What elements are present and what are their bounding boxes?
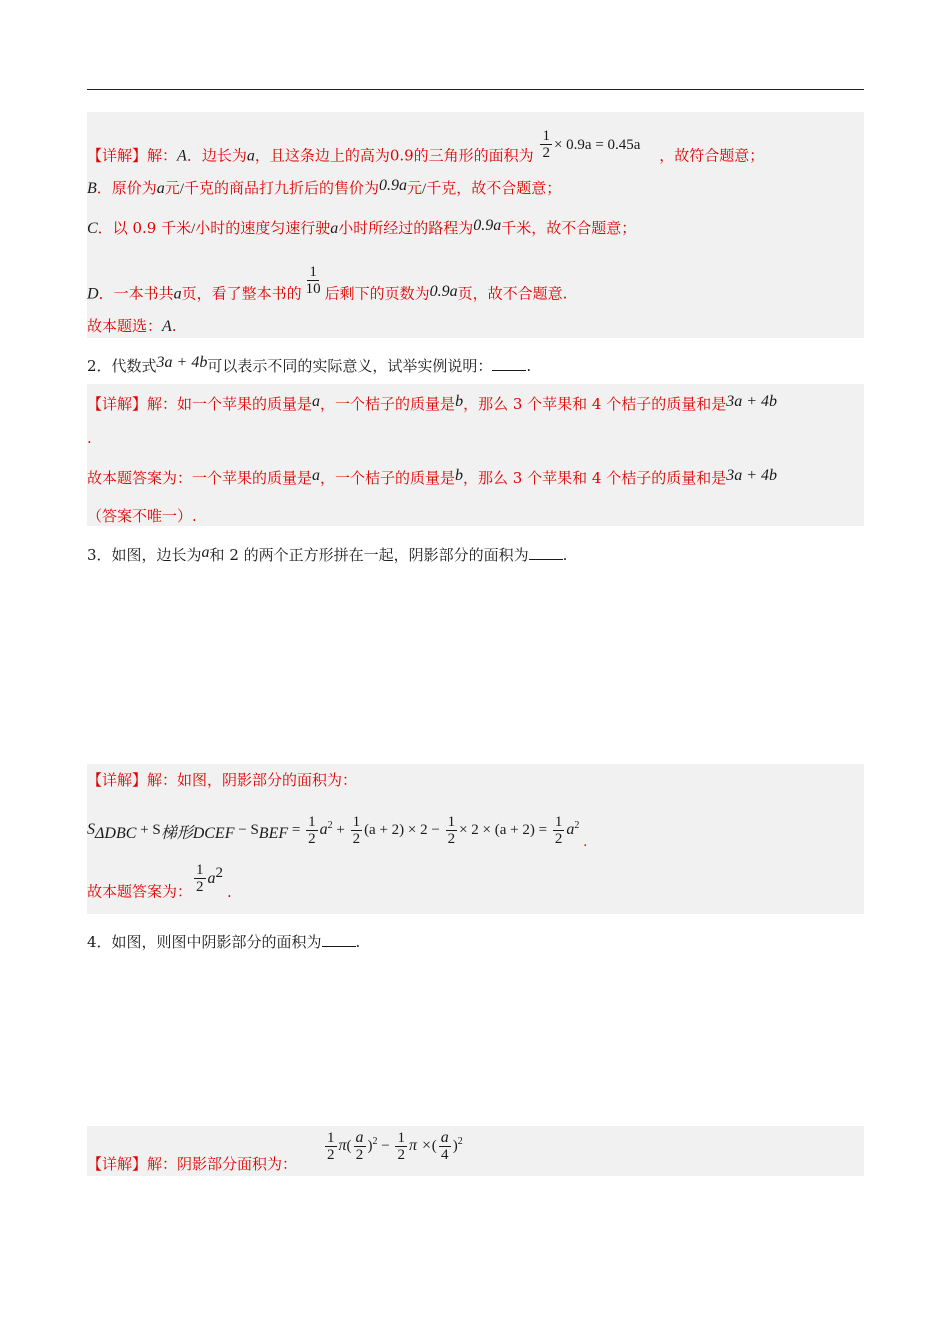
expression: × 0.9a = 0.45a — [553, 136, 641, 153]
numerator: a — [355, 1129, 364, 1146]
q1-solution-box — [87, 112, 864, 338]
symbol: − — [381, 1137, 390, 1154]
q3-stem — [87, 545, 567, 566]
option-letter: D — [87, 285, 99, 303]
text: ，那么 3 个苹果和 4 个桔子的质量和是 — [463, 395, 727, 413]
var: a — [207, 869, 216, 887]
symbol: − S — [238, 821, 259, 838]
text: 和 2 的两个正方形拼在一起，阴影部分的面积为 — [209, 546, 529, 564]
var: a — [246, 147, 255, 165]
expression: × 2 × (a + 2) = — [459, 821, 548, 838]
option-letter: B — [87, 180, 97, 197]
exponent: 2 — [372, 1135, 378, 1147]
denominator: 2 — [397, 1147, 405, 1163]
text: ．边长为 — [186, 146, 247, 165]
text: ，一个桔子的质量是 — [320, 395, 456, 413]
jie-label: 解： — [147, 146, 178, 165]
text: 千克，故不合题意； — [426, 179, 562, 197]
text: ，一个桔子的质量是 — [320, 469, 456, 487]
expression: 0.9a — [429, 282, 458, 300]
option-letter: A — [177, 147, 187, 165]
solution-tag: 【详解】 — [87, 146, 148, 165]
subscript: ΔDBC — [95, 824, 137, 842]
solution-tag: 【详解】 — [87, 771, 148, 789]
q1-line-d — [87, 264, 568, 311]
text: ，那么 3 个苹果和 4 个桔子的质量和是 — [463, 469, 727, 487]
expression: 0.9a — [379, 177, 407, 194]
header-rule — [87, 89, 864, 90]
answer-blank — [529, 545, 563, 560]
numerator: 1 — [554, 814, 563, 830]
expression: π × — [408, 1136, 432, 1154]
numerator: 1 — [352, 814, 361, 830]
denominator: 2 — [447, 831, 456, 847]
text: ，故符合题意； — [659, 146, 765, 165]
text: 元 — [164, 179, 180, 197]
q2-stem — [87, 356, 531, 377]
q2-line-3 — [87, 468, 777, 489]
expression: 3a + 4b — [726, 393, 778, 410]
text: 可以表示不同的实际意义，试举实例说明： — [207, 357, 493, 375]
answer-value: A — [162, 318, 172, 335]
fraction — [354, 1130, 366, 1163]
var: a — [156, 180, 165, 197]
exponent: 2 — [327, 819, 333, 831]
expression: 3a + 4b — [726, 467, 777, 484]
denominator: 2 — [542, 145, 550, 161]
q1-line-a — [87, 128, 765, 173]
pi-symbol: π — [338, 1136, 347, 1154]
numerator: 1 — [308, 814, 316, 830]
numerator: 1 — [196, 862, 204, 878]
exponent: 2 — [457, 1135, 463, 1147]
fraction — [304, 264, 323, 297]
symbol: S — [87, 820, 95, 838]
subscript: 梯形DCEF — [160, 824, 235, 842]
solution-tag: 【详解】 — [87, 1155, 148, 1173]
option-letter: C — [87, 220, 98, 237]
text: ．以 0.9 千米 — [97, 219, 192, 237]
symbol: + — [336, 821, 345, 838]
expression: (a + 2) × 2 − — [364, 821, 440, 838]
q3-answer-line — [87, 862, 232, 909]
fraction — [540, 128, 552, 161]
denominator: 2 — [327, 1147, 335, 1163]
answer-blank — [322, 932, 356, 947]
text: 千克的商品打九折后的售价为 — [183, 179, 379, 197]
numerator: 1 — [309, 264, 317, 280]
fraction — [446, 814, 458, 847]
var: a — [330, 220, 339, 237]
q3-equation — [87, 814, 588, 850]
text: 页，故不合题意. — [457, 284, 568, 303]
numerator: 1 — [397, 1130, 405, 1146]
text: 元 — [407, 179, 423, 197]
text: （答案不唯一）. — [87, 507, 197, 525]
var: a — [312, 467, 321, 484]
denominator: 2 — [355, 1147, 364, 1163]
q2-line-1 — [87, 394, 777, 415]
slash: / — [179, 181, 184, 197]
text: . — [227, 882, 232, 901]
expression: 0.9a — [473, 217, 502, 234]
text: 2．代数式 — [87, 357, 157, 375]
answer-label: 故本题答案为： — [87, 882, 193, 901]
numerator: 1 — [447, 814, 456, 830]
numerator: 1 — [327, 1130, 335, 1146]
text: . — [526, 357, 532, 375]
fraction — [194, 862, 206, 895]
q1-line-b — [87, 178, 561, 199]
fraction — [395, 1130, 407, 1163]
q4-expression: $\frac{1}{2}$ π( $\frac{a}{2}$ )$^2$ − $\frac{1}{2}$ π ×( $\frac{a}{4}$ )$^2$ — [327, 1129, 463, 1163]
q2-solution-box — [87, 384, 864, 526]
q4-line-1 — [87, 1154, 297, 1174]
fraction — [553, 814, 565, 847]
q4-stem — [87, 932, 360, 952]
q1-answer-line — [87, 316, 177, 337]
jie-label: 解：如图，阴影部分的面积为： — [147, 771, 358, 789]
solution-tag: 【详解】 — [87, 395, 148, 413]
var: a — [319, 820, 328, 838]
denominator: 4 — [441, 1147, 449, 1163]
q1-line-c — [87, 218, 636, 239]
slash: / — [422, 181, 427, 197]
answer-label: 故本题选： — [87, 317, 163, 335]
slash: / — [191, 221, 196, 237]
denominator: 2 — [308, 831, 316, 847]
q4-solution-box — [87, 1126, 864, 1176]
text: 如一个苹果的质量是 — [177, 395, 313, 413]
q2-line-2 — [87, 428, 92, 448]
text: 千米，故不合题意； — [501, 219, 637, 237]
denominator: 2 — [554, 831, 563, 847]
denominator: 2 — [196, 879, 204, 895]
text: 故本题答案为：一个苹果的质量是 — [87, 469, 313, 487]
var: a — [566, 820, 575, 838]
exponent: 2 — [574, 819, 580, 831]
text: ．原价为 — [96, 179, 157, 197]
jie-label: 解： — [147, 395, 178, 413]
q3-line-1 — [87, 770, 357, 790]
var: a — [173, 285, 182, 303]
symbol: + S — [140, 821, 161, 838]
answer-blank — [492, 356, 526, 371]
text: . — [583, 833, 588, 850]
fraction — [306, 814, 318, 847]
text: 3．如图，边长为 — [87, 546, 202, 564]
text: 页，看了整本书的 — [181, 284, 302, 303]
q2-line-4 — [87, 506, 197, 526]
fraction — [439, 1130, 451, 1163]
var: b — [455, 467, 464, 484]
jie-label: 解：阴影部分面积为： — [147, 1155, 298, 1173]
exponent: 2 — [215, 864, 224, 881]
text: . — [171, 317, 177, 335]
text: . — [562, 546, 568, 564]
text: . — [87, 429, 92, 447]
q3-solution-box — [87, 764, 864, 914]
text: ，且这条边上的高为0.9的三角形的面积为 — [254, 146, 534, 165]
text: 小时所经过的路程为 — [338, 219, 474, 237]
subscript: BEF — [258, 824, 289, 842]
denominator: 10 — [305, 281, 321, 297]
text: 小时的速度匀速行驶 — [195, 219, 331, 237]
fraction — [351, 814, 363, 847]
symbol: = — [291, 821, 301, 838]
text: 后剩下的页数为 — [324, 284, 430, 303]
var: b — [455, 393, 464, 410]
numerator: a — [440, 1129, 449, 1146]
text: 4．如图，则图中阴影部分的面积为 — [87, 933, 322, 951]
var: a — [312, 393, 321, 410]
fraction — [325, 1130, 337, 1163]
denominator: 2 — [352, 831, 361, 847]
text: . — [355, 933, 361, 951]
var: a — [201, 544, 210, 561]
expression: 3a + 4b — [156, 354, 208, 371]
numerator: 1 — [542, 128, 550, 144]
text: ．一本书共 — [98, 284, 174, 303]
